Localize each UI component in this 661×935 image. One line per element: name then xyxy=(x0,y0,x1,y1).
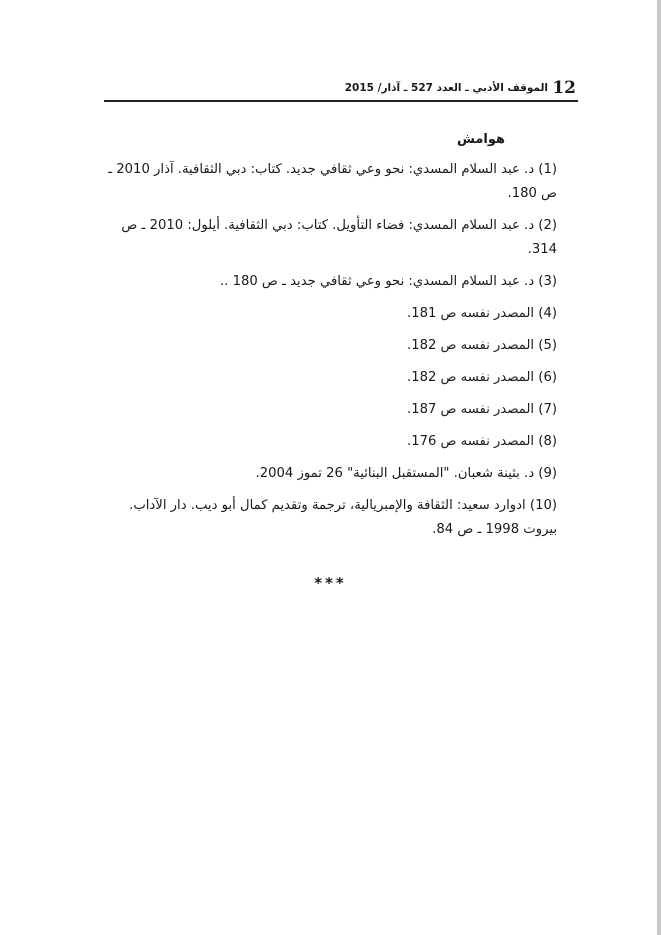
footnote-number: (2) xyxy=(538,218,557,233)
footnote-4 xyxy=(105,302,557,326)
footnote-number: (8) xyxy=(538,434,557,449)
footnote-number: (9) xyxy=(538,466,557,481)
footnote-number: (7) xyxy=(538,402,557,417)
footnote-number: (3) xyxy=(538,274,557,289)
footnote-2 xyxy=(105,214,557,262)
footnote-text: د. عبد السلام المسدي: نحو وعي ثقافي جديد. كتاب: دبي الثقافية. آذار 2010 ـ ص 180. xyxy=(108,162,557,201)
footnote-text: المصدر نفسه ص 176. xyxy=(406,434,535,449)
footnote-text: المصدر نفسه ص 181. xyxy=(406,306,535,321)
footnote-text: ادوارد سعيد: الثقافة والإمبريالية، ترجمة وتقديم كمال أبو ديب. دار الآداب. بيروت 1998 ـ ص 84. xyxy=(129,498,557,537)
footnote-text: المصدر نفسه ص 187. xyxy=(406,402,535,417)
footnote-7 xyxy=(105,398,557,422)
page-header xyxy=(104,78,578,102)
footnote-5 xyxy=(105,334,557,358)
page-number: 12 xyxy=(552,78,576,98)
page-edge xyxy=(657,0,661,935)
footnote-8 xyxy=(105,430,557,454)
footnote-text: د. عبد السلام المسدي: نحو وعي ثقافي جديد ـ ص 180 .. xyxy=(219,274,535,289)
footnote-number: (10) xyxy=(529,498,557,513)
footnote-9 xyxy=(105,462,557,486)
footnote-text: المصدر نفسه ص 182. xyxy=(406,370,535,385)
footnote-text: د. بثينة شعبان. "المستقبل البنائية" 26 تموز 2004. xyxy=(255,466,535,481)
footnote-number: (6) xyxy=(538,370,557,385)
notes-heading: هوامش xyxy=(456,132,505,147)
footnote-number: (4) xyxy=(538,306,557,321)
section-divider: *** xyxy=(314,574,347,592)
footnote-text: المصدر نفسه ص 182. xyxy=(406,338,535,353)
footnote-1 xyxy=(105,158,557,206)
footnote-10 xyxy=(105,494,557,542)
footnote-text: د. عبد السلام المسدي: فضاء التأويل. كتاب: دبي الثقافية. أيلول: 2010 ـ ص 314. xyxy=(121,218,557,257)
running-title: الموقف الأدبي ـ العدد 527 ـ آذار/ 2015 xyxy=(344,82,548,94)
footnote-6 xyxy=(105,366,557,390)
footnote-3 xyxy=(105,270,557,294)
footnote-number: (1) xyxy=(538,162,557,177)
footnote-number: (5) xyxy=(538,338,557,353)
notes-section xyxy=(105,128,557,550)
